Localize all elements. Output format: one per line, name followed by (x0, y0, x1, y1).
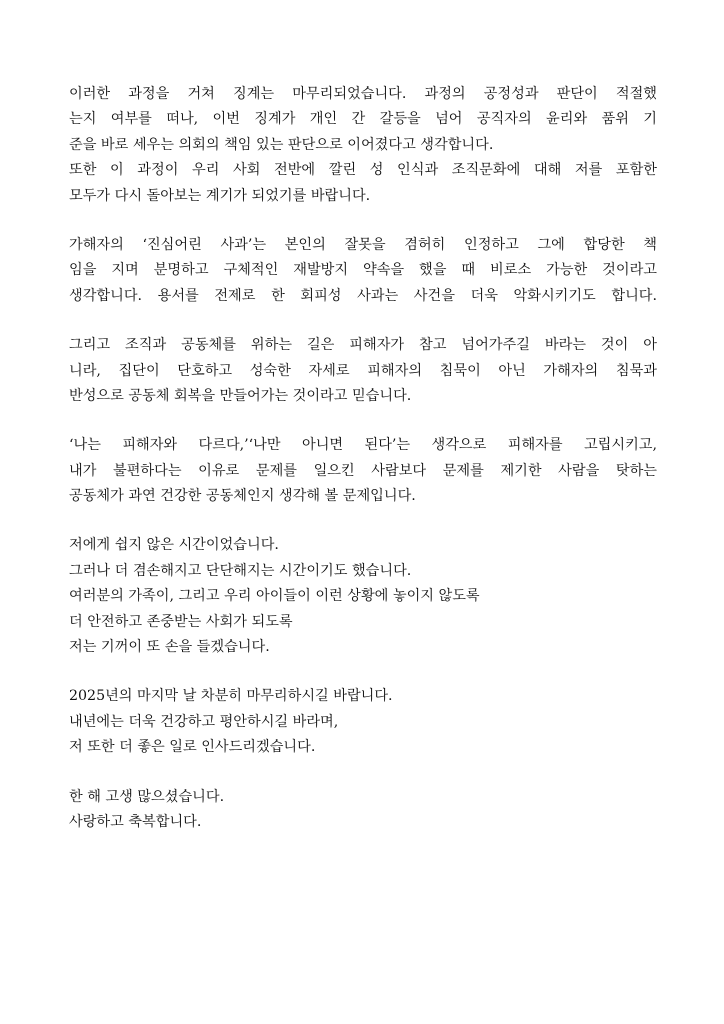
text-line: ‘나는 피해자와 다르다,’‘나만 아니면 된다’는 생각으로 피해자를 고립시키고, (69, 437, 657, 454)
text-line: 한 해 고생 많으셨습니다. (69, 788, 225, 805)
text-line: 가해자의 ‘진심어린 사과’는 본인의 잘못을 겸허히 인정하고 그에 합당한 책 (69, 236, 657, 253)
paragraph-healthy-community (69, 433, 657, 509)
text-line: 임을 지며 분명하고 구체적인 재발방지 약속을 했을 때 비로소 가능한 것이라고 (69, 262, 657, 279)
text-line: 이러한 과정을 거쳐 징계는 마무리되었습니다. 과정의 공정성과 판단이 적절했 (69, 86, 657, 102)
text-line: 저 또한 더 좋은 일로 인사드리겠습니다. (69, 739, 316, 756)
text-line: 2025년의 마지막 날 차분히 마무리하시길 바랍니다. (69, 688, 393, 705)
paragraph-sincere-apology (69, 233, 657, 309)
text-line: 여러분의 가족이, 그리고 우리 아이들이 이런 상황에 놓이지 않도록 (69, 588, 480, 605)
text-line: 생각합니다. 용서를 전제로 한 회피성 사과는 사건을 더욱 악화시키기도 합니다. (69, 287, 657, 304)
text-line: 내가 불편하다는 이유로 문제를 일으킨 사람보다 문제를 제기한 사람을 탓하는 (69, 462, 657, 479)
text-line: 그리고 조직과 공동체를 위하는 길은 피해자가 참고 넘어가주길 바라는 것이 아 (69, 337, 657, 354)
text-line: 저는 기꺼이 또 손을 들겠습니다. (69, 639, 270, 656)
paragraph-personal-resolve (69, 533, 657, 660)
paragraph-community-recovery (69, 333, 657, 409)
text-line: 니라, 집단이 단호하고 성숙한 자세로 피해자의 침묵이 아닌 가해자의 침묵과 (69, 362, 657, 379)
text-line: 또한 이 과정이 우리 사회 전반에 깔린 성 인식과 조직문화에 대해 저를 포함한 (69, 162, 657, 179)
paragraph-discipline-outcome (69, 82, 657, 158)
text-line: 저에게 쉽지 않은 시간이었습니다. (69, 537, 279, 554)
paragraph-reflection (69, 158, 657, 209)
text-line: 공동체가 과연 건강한 공동체인지 생각해 볼 문제입니다. (69, 488, 416, 505)
text-line: 준을 바로 세우는 의회의 책임 있는 판단으로 이어졌다고 생각합니다. (69, 136, 494, 153)
text-line: 그러나 더 겸손해지고 단단해지는 시간이기도 했습니다. (69, 562, 412, 579)
text-line: 더 안전하고 존중받는 사회가 되도록 (69, 613, 293, 630)
paragraph-year-end-greeting (69, 684, 657, 760)
letter-body (69, 82, 657, 859)
text-line: 내년에는 더욱 건강하고 평안하시길 바라며, (69, 713, 339, 730)
text-line: 는지 여부를 떠나, 이번 징계가 개인 간 갈등을 넘어 공직자의 윤리와 품위 기 (69, 111, 657, 128)
text-line: 모두가 다시 돌아보는 계기가 되었기를 바랍니다. (69, 187, 371, 204)
text-line: 반성으로 공동체 회복을 만들어가는 것이라고 믿습니다. (69, 387, 412, 404)
paragraph-closing (69, 785, 657, 836)
text-line: 사랑하고 축복합니다. (69, 813, 202, 830)
